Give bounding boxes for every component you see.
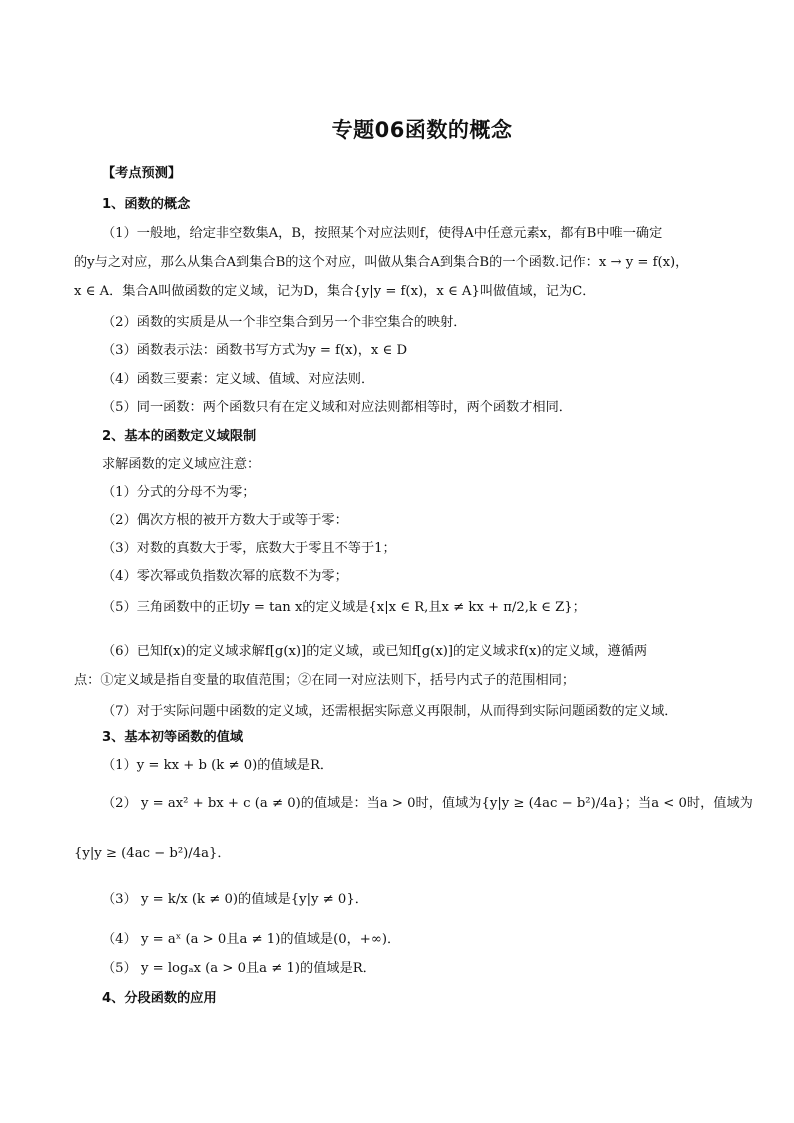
section-label: 【考点预测】 [102,166,182,181]
heading-2: 2、基本的函数定义域限制 [102,429,257,444]
text-line: （4） y = aˣ (a > 0且a ≠ 1)的值域是(0，+∞)． [102,932,401,947]
text-line: （1）y = kx + b (k ≠ 0)的值域是R． [102,758,334,773]
heading-4: 4、分段函数的应用 [102,991,217,1006]
text-line: （5）三角函数中的正切y = tan x的定义域是{x|x ∈ R,且x ≠ kx + π/2,k ∈ Z}； [102,600,586,615]
text-line: （5）同一函数：两个函数只有在定义域和对应法则都相等时，两个函数才相同． [102,400,572,415]
text-line: （3）对数的真数大于零，底数大于零且不等于1； [102,541,396,556]
text-line: （6）已知f(x)的定义域求解f[g(x)]的定义域，或已知f[g(x)]的定义域求f(x)的定义域，遵循两 [102,644,648,659]
text-line: x ∈ A．集合A叫做函数的定义域，记为D，集合{y|y = f(x)，x ∈ A}叫做值域，记为C． [74,284,596,299]
text-line: （1）一般地，给定非空数集A，B，按照某个对应法则f，使得A中任意元素x，都有B中唯一确定 [102,226,663,241]
text-line: （3） y = k/x (k ≠ 0)的值域是{y|y ≠ 0}． [102,892,368,907]
text-line: （7）对于实际问题中函数的定义域，还需根据实际意义再限制，从而得到实际问题函数的定义域． [102,704,678,719]
text-line: （2）偶次方根的被开方数大于或等于零： [102,513,348,528]
text-line: （3）函数表示法：函数书写方式为y = f(x)，x ∈ D [102,343,408,358]
text-line: 的y与之对应，那么从集合A到集合B的这个对应，叫做从集合A到集合B的一个函数.记作：x → y = f(x)， [74,255,689,270]
text-line: （5） y = logₐx (a > 0且a ≠ 1)的值域是R． [102,961,376,976]
text-line: （2） y = ax² + bx + c (a ≠ 0)的值域是：当a > 0时，值域为{y|y ≥ (4ac − b²)/4a}；当a < 0时，值域为 [102,796,753,811]
text-line: 点：①定义域是指自变量的取值范围；②在同一对应法则下，括号内式子的范围相同； [74,673,576,688]
text-line: （4）零次幂或负指数次幂的底数不为零； [102,569,348,584]
text-line: {y|y ≥ (4ac − b²)/4a}． [74,846,231,861]
heading-3: 3、基本初等函数的值域 [102,730,244,745]
text-line: 求解函数的定义域应注意： [102,457,261,472]
text-line: （1）分式的分母不为零； [102,485,256,500]
page-title: 专题06函数的概念 [331,118,513,142]
text-line: （2）函数的实质是从一个非空集合到另一个非空集合的映射． [102,315,467,330]
heading-1: 1、函数的概念 [102,197,191,212]
text-line: （4）函数三要素：定义域、值域、对应法则． [102,372,375,387]
